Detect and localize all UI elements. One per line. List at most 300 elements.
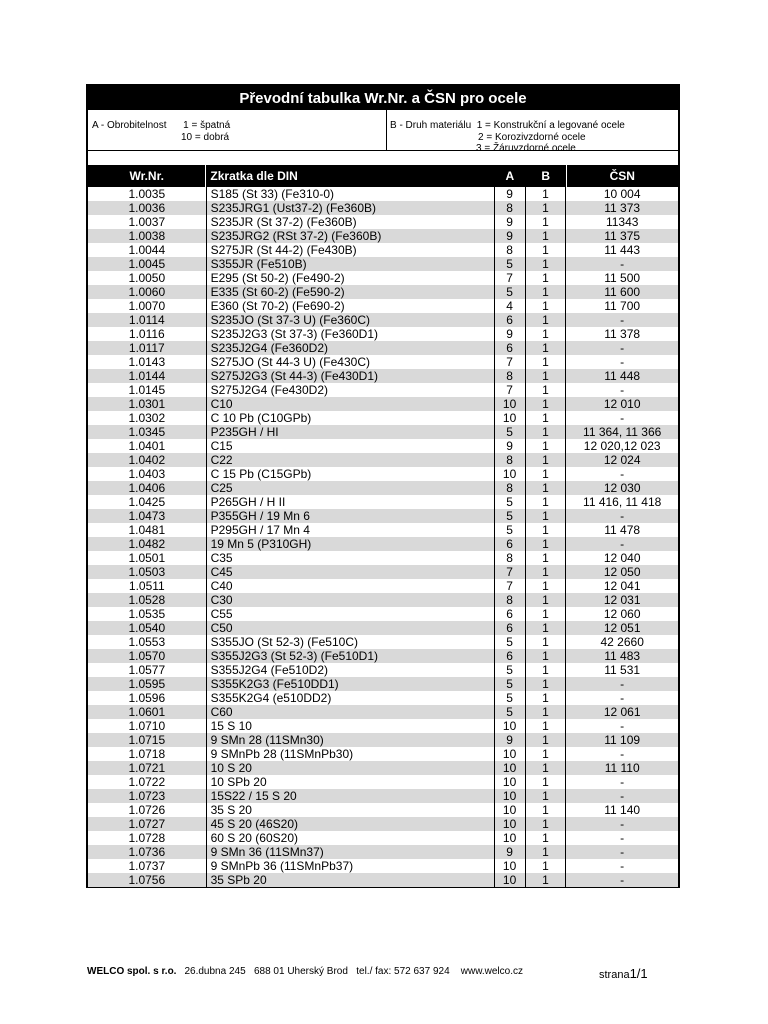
cell-csn: 12 061 xyxy=(603,705,641,719)
cell-csn: - xyxy=(620,383,625,397)
cell-din: S235J2G3 (St 37-3) (Fe360D1) xyxy=(206,327,495,341)
cell-din: 35 S 20 xyxy=(206,803,495,817)
table-row xyxy=(88,369,678,383)
cell-b: 1 xyxy=(526,313,567,327)
table-row xyxy=(88,747,678,761)
cell-din: S275J2G4 (Fe430D2) xyxy=(206,383,495,397)
legend-machinability xyxy=(92,120,386,143)
cell-wrnr: 1.0601 xyxy=(128,705,166,719)
cell-wrnr: 1.0710 xyxy=(128,719,166,733)
cell-din: C45 xyxy=(206,565,495,579)
table-row xyxy=(88,411,678,425)
cell-csn: 11 483 xyxy=(604,649,641,663)
cell-b: 1 xyxy=(526,285,567,299)
cell-a: 5 xyxy=(495,677,526,691)
table-row xyxy=(88,187,678,201)
cell-csn: 11 478 xyxy=(604,523,641,537)
cell-a: 6 xyxy=(495,621,526,635)
cell-a: 10 xyxy=(495,831,526,845)
cell-a: 10 xyxy=(495,775,526,789)
cell-din: S275JO (St 44-3 U) (Fe430C) xyxy=(206,355,495,369)
cell-a: 10 xyxy=(495,803,526,817)
table-row xyxy=(88,761,678,775)
header-din: Zkratka dle DIN xyxy=(205,165,494,187)
cell-wrnr: 1.0302 xyxy=(128,411,166,425)
cell-b: 1 xyxy=(526,649,567,663)
cell-b: 1 xyxy=(526,551,567,565)
cell-wrnr: 1.0728 xyxy=(128,831,166,845)
page-number xyxy=(599,966,648,981)
cell-b: 1 xyxy=(526,719,567,733)
cell-a: 6 xyxy=(495,649,526,663)
cell-a: 10 xyxy=(495,719,526,733)
cell-csn: - xyxy=(620,831,625,845)
cell-a: 5 xyxy=(495,635,526,649)
cell-din: S235JO (St 37-3 U) (Fe360C) xyxy=(206,313,495,327)
cell-din: S235JRG2 (RSt 37-2) (Fe360B) xyxy=(206,229,495,243)
cell-wrnr: 1.0145 xyxy=(128,383,166,397)
cell-csn: 11 140 xyxy=(604,803,641,817)
cell-din: S355J2G3 (St 52-3) (Fe510D1) xyxy=(206,649,495,663)
cell-wrnr: 1.0721 xyxy=(128,761,166,775)
cell-wrnr: 1.0715 xyxy=(128,733,166,747)
table-row xyxy=(88,397,678,411)
cell-csn: - xyxy=(620,859,625,873)
cell-din: C25 xyxy=(206,481,495,495)
legend-material-type xyxy=(386,110,679,154)
cell-a: 9 xyxy=(495,187,526,201)
cell-din: S355JO (St 52-3) (Fe510C) xyxy=(206,635,495,649)
cell-wrnr: 1.0114 xyxy=(128,313,165,327)
legend-b-line-3: 3 = Žáruvzdorné ocele xyxy=(476,143,576,154)
table-row xyxy=(88,593,678,607)
cell-a: 10 xyxy=(495,789,526,803)
cell-a: 10 xyxy=(495,467,526,481)
cell-a: 10 xyxy=(495,397,526,411)
cell-wrnr: 1.0038 xyxy=(128,229,166,243)
cell-din: E360 (St 70-2) (Fe690-2) xyxy=(206,299,495,313)
legend-a-label: A - Obrobitelnost xyxy=(92,120,167,131)
table-row xyxy=(88,775,678,789)
cell-csn: - xyxy=(620,509,625,523)
cell-csn: 12 030 xyxy=(603,481,641,495)
cell-b: 1 xyxy=(526,621,567,635)
page-num: 1/1 xyxy=(629,966,648,981)
cell-csn: 11 375 xyxy=(604,229,641,243)
steel-table xyxy=(88,165,678,887)
cell-din: C35 xyxy=(206,551,495,565)
header-wrnr: Wr.Nr. xyxy=(129,169,164,183)
table-row xyxy=(88,845,678,859)
cell-din: 9 SMnPb 36 (11SMnPb37) xyxy=(206,859,495,873)
table-row xyxy=(88,453,678,467)
cell-wrnr: 1.0595 xyxy=(128,677,166,691)
header-a: A xyxy=(494,165,525,187)
table-row xyxy=(88,859,678,873)
cell-b: 1 xyxy=(526,271,567,285)
cell-csn: 12 060 xyxy=(603,607,641,621)
cell-a: 5 xyxy=(495,495,526,509)
cell-b: 1 xyxy=(526,467,567,481)
cell-wrnr: 1.0737 xyxy=(128,859,166,873)
cell-b: 1 xyxy=(526,579,567,593)
legend-b-line-1: 1 = Konstrukční a legované ocele xyxy=(476,120,625,131)
cell-b: 1 xyxy=(526,691,567,705)
header-b: B xyxy=(525,165,566,187)
cell-wrnr: 1.0045 xyxy=(128,257,166,271)
cell-wrnr: 1.0116 xyxy=(128,327,165,341)
cell-din: C30 xyxy=(206,593,495,607)
cell-din: 9 SMn 28 (11SMn30) xyxy=(206,733,495,747)
cell-csn: - xyxy=(620,691,625,705)
table-row xyxy=(88,691,678,705)
cell-a: 5 xyxy=(495,509,526,523)
cell-a: 5 xyxy=(495,663,526,677)
cell-wrnr: 1.0481 xyxy=(128,523,166,537)
cell-csn: 11 364, 11 366 xyxy=(583,425,662,439)
cell-din: S235JRG1 (Ust37-2) (Fe360B) xyxy=(206,201,495,215)
table-row xyxy=(88,355,678,369)
cell-din: 10 S 20 xyxy=(206,761,495,775)
cell-wrnr: 1.0301 xyxy=(128,397,166,411)
cell-csn: 12 024 xyxy=(603,453,641,467)
table-row xyxy=(88,705,678,719)
cell-b: 1 xyxy=(526,565,567,579)
footer-address: 26.dubna 245 688 01 Uherský Brod tel./ fax: 572 637 924 www.welco.cz xyxy=(184,966,523,977)
table-row xyxy=(88,565,678,579)
cell-din: C10 xyxy=(206,397,495,411)
cell-b: 1 xyxy=(526,257,567,271)
cell-din: 10 SPb 20 xyxy=(206,775,495,789)
cell-b: 1 xyxy=(526,397,567,411)
table-row xyxy=(88,481,678,495)
cell-wrnr: 1.0402 xyxy=(128,453,166,467)
cell-din: S235JR (St 37-2) (Fe360B) xyxy=(206,215,495,229)
page-footer xyxy=(87,966,687,981)
cell-wrnr: 1.0473 xyxy=(128,509,166,523)
table-row xyxy=(88,257,678,271)
cell-csn: - xyxy=(620,817,625,831)
cell-csn: - xyxy=(620,257,625,271)
table-row xyxy=(88,313,678,327)
cell-wrnr: 1.0035 xyxy=(128,187,166,201)
cell-din: 9 SMnPb 28 (11SMnPb30) xyxy=(206,747,495,761)
cell-wrnr: 1.0596 xyxy=(128,691,166,705)
table-body xyxy=(88,187,678,887)
cell-b: 1 xyxy=(526,243,567,257)
cell-b: 1 xyxy=(526,425,567,439)
cell-csn: 11 600 xyxy=(604,285,641,299)
cell-csn: 11 531 xyxy=(604,663,641,677)
cell-din: S275JR (St 44-2) (Fe430B) xyxy=(206,243,495,257)
legend-b-line-2: 2 = Korozivzdorné ocele xyxy=(478,131,586,143)
cell-wrnr: 1.0553 xyxy=(128,635,166,649)
cell-a: 9 xyxy=(495,229,526,243)
table-row xyxy=(88,873,678,887)
table-row xyxy=(88,523,678,537)
cell-csn: 11 378 xyxy=(604,327,641,341)
cell-b: 1 xyxy=(526,789,567,803)
cell-wrnr: 1.0070 xyxy=(128,299,166,313)
cell-a: 6 xyxy=(495,313,526,327)
cell-b: 1 xyxy=(526,593,567,607)
table-row xyxy=(88,789,678,803)
cell-csn: - xyxy=(620,775,625,789)
cell-din: C55 xyxy=(206,607,495,621)
cell-csn: 12 050 xyxy=(603,565,641,579)
cell-din: 19 Mn 5 (P310GH) xyxy=(206,537,495,551)
cell-b: 1 xyxy=(526,215,567,229)
legend-b-label: B - Druh materiálu xyxy=(390,120,472,131)
cell-b: 1 xyxy=(526,733,567,747)
cell-csn: 11 443 xyxy=(604,243,641,257)
cell-wrnr: 1.0722 xyxy=(128,775,166,789)
table-row xyxy=(88,663,678,677)
cell-din: S355K2G4 (e510DD2) xyxy=(206,691,495,705)
cell-b: 1 xyxy=(526,369,567,383)
table-row xyxy=(88,509,678,523)
cell-din: C 15 Pb (C15GPb) xyxy=(206,467,495,481)
cell-b: 1 xyxy=(526,495,567,509)
cell-csn: 12 020,12 023 xyxy=(583,439,661,453)
cell-b: 1 xyxy=(526,201,567,215)
cell-din: S275J2G3 (St 44-3) (Fe430D1) xyxy=(206,369,495,383)
cell-wrnr: 1.0501 xyxy=(128,551,166,565)
page-label: strana xyxy=(599,969,630,981)
cell-wrnr: 1.0403 xyxy=(128,467,166,481)
cell-a: 7 xyxy=(495,355,526,369)
cell-din: S355JR (Fe510B) xyxy=(206,257,495,271)
cell-csn: 11 500 xyxy=(604,271,641,285)
cell-din: C40 xyxy=(206,579,495,593)
table-row xyxy=(88,635,678,649)
cell-din: P295GH / 17 Mn 4 xyxy=(206,523,495,537)
cell-csn: 12 040 xyxy=(603,551,641,565)
cell-b: 1 xyxy=(526,873,567,887)
cell-csn: 10 004 xyxy=(603,187,641,201)
cell-wrnr: 1.0511 xyxy=(128,579,165,593)
cell-csn: - xyxy=(620,341,625,355)
table-row xyxy=(88,341,678,355)
legend-a-line-1: 1 = špatná xyxy=(183,120,231,131)
cell-b: 1 xyxy=(526,327,567,341)
cell-wrnr: 1.0535 xyxy=(128,607,166,621)
cell-wrnr: 1.0345 xyxy=(128,425,166,439)
cell-csn: 11 416, 11 418 xyxy=(583,495,662,509)
cell-a: 5 xyxy=(495,425,526,439)
cell-din: C60 xyxy=(206,705,495,719)
cell-a: 9 xyxy=(495,845,526,859)
cell-csn: - xyxy=(620,411,625,425)
cell-csn: 12 051 xyxy=(603,621,641,635)
cell-b: 1 xyxy=(526,299,567,313)
cell-b: 1 xyxy=(526,229,567,243)
cell-csn: - xyxy=(620,355,625,369)
table-row xyxy=(88,733,678,747)
cell-wrnr: 1.0425 xyxy=(128,495,166,509)
cell-din: C 10 Pb (C10GPb) xyxy=(206,411,495,425)
cell-csn: 12 031 xyxy=(603,593,641,607)
cell-wrnr: 1.0036 xyxy=(128,201,166,215)
cell-din: C50 xyxy=(206,621,495,635)
cell-b: 1 xyxy=(526,607,567,621)
page-title: Převodní tabulka Wr.Nr. a ČSN pro ocele xyxy=(88,86,678,110)
table-row xyxy=(88,621,678,635)
table-row xyxy=(88,537,678,551)
cell-b: 1 xyxy=(526,817,567,831)
cell-a: 6 xyxy=(495,537,526,551)
cell-b: 1 xyxy=(526,481,567,495)
cell-din: C15 xyxy=(206,439,495,453)
cell-wrnr: 1.0726 xyxy=(128,803,166,817)
spacer xyxy=(88,151,678,165)
cell-a: 7 xyxy=(495,383,526,397)
cell-din: S235J2G4 (Fe360D2) xyxy=(206,341,495,355)
cell-a: 6 xyxy=(495,607,526,621)
table-row xyxy=(88,327,678,341)
cell-b: 1 xyxy=(526,775,567,789)
cell-din: E295 (St 50-2) (Fe490-2) xyxy=(206,271,495,285)
cell-a: 5 xyxy=(495,285,526,299)
cell-csn: - xyxy=(620,719,625,733)
cell-din: P265GH / H II xyxy=(206,495,495,509)
cell-csn: 11 110 xyxy=(604,761,640,775)
table-row xyxy=(88,383,678,397)
footer-company: WELCO spol. s r.o. xyxy=(87,966,177,977)
cell-din: P355GH / 19 Mn 6 xyxy=(206,509,495,523)
cell-wrnr: 1.0060 xyxy=(128,285,166,299)
conversion-table-sheet xyxy=(86,84,680,888)
cell-a: 7 xyxy=(495,271,526,285)
cell-b: 1 xyxy=(526,677,567,691)
cell-b: 1 xyxy=(526,831,567,845)
cell-b: 1 xyxy=(526,341,567,355)
table-row xyxy=(88,495,678,509)
cell-csn: 11 373 xyxy=(604,201,641,215)
cell-csn: - xyxy=(620,313,625,327)
cell-a: 9 xyxy=(495,733,526,747)
cell-b: 1 xyxy=(526,439,567,453)
cell-din: P235GH / HI xyxy=(206,425,495,439)
cell-a: 5 xyxy=(495,523,526,537)
cell-din: 15 S 10 xyxy=(206,719,495,733)
cell-b: 1 xyxy=(526,663,567,677)
table-row xyxy=(88,677,678,691)
cell-csn: - xyxy=(620,789,625,803)
header-csn: ČSN xyxy=(566,165,678,187)
table-row xyxy=(88,285,678,299)
cell-wrnr: 1.0528 xyxy=(128,593,166,607)
table-row xyxy=(88,607,678,621)
cell-a: 9 xyxy=(495,439,526,453)
cell-a: 5 xyxy=(495,705,526,719)
cell-a: 8 xyxy=(495,369,526,383)
cell-b: 1 xyxy=(526,747,567,761)
legend-a-line-2: 10 = dobrá xyxy=(181,131,230,143)
cell-csn: 42 2660 xyxy=(600,635,644,649)
cell-wrnr: 1.0736 xyxy=(128,845,166,859)
cell-b: 1 xyxy=(526,523,567,537)
cell-wrnr: 1.0570 xyxy=(128,649,166,663)
table-row xyxy=(88,243,678,257)
cell-csn: - xyxy=(620,845,625,859)
cell-csn: - xyxy=(620,537,625,551)
table-row xyxy=(88,719,678,733)
cell-a: 8 xyxy=(495,201,526,215)
table-row xyxy=(88,229,678,243)
cell-din: 35 SPb 20 xyxy=(206,873,495,887)
cell-csn: 11343 xyxy=(605,215,639,229)
cell-wrnr: 1.0756 xyxy=(128,873,166,887)
table-row xyxy=(88,649,678,663)
cell-b: 1 xyxy=(526,859,567,873)
cell-din: E335 (St 60-2) (Fe590-2) xyxy=(206,285,495,299)
cell-din: 45 S 20 (46S20) xyxy=(206,817,495,831)
cell-a: 9 xyxy=(495,215,526,229)
table-row xyxy=(88,215,678,229)
cell-a: 8 xyxy=(495,481,526,495)
cell-din: 15S22 / 15 S 20 xyxy=(206,789,495,803)
cell-a: 8 xyxy=(495,593,526,607)
cell-b: 1 xyxy=(526,635,567,649)
cell-a: 7 xyxy=(495,579,526,593)
table-row xyxy=(88,467,678,481)
cell-b: 1 xyxy=(526,845,567,859)
cell-b: 1 xyxy=(526,537,567,551)
table-header xyxy=(88,165,678,187)
cell-csn: 11 109 xyxy=(604,733,641,747)
cell-b: 1 xyxy=(526,187,567,201)
cell-wrnr: 1.0577 xyxy=(128,663,166,677)
cell-a: 10 xyxy=(495,747,526,761)
cell-wrnr: 1.0723 xyxy=(128,789,166,803)
cell-wrnr: 1.0143 xyxy=(128,355,166,369)
cell-csn: - xyxy=(620,467,625,481)
cell-b: 1 xyxy=(526,509,567,523)
cell-din: 60 S 20 (60S20) xyxy=(206,831,495,845)
cell-din: S185 (St 33) (Fe310-0) xyxy=(206,187,495,201)
cell-b: 1 xyxy=(526,761,567,775)
table-row xyxy=(88,831,678,845)
table-row xyxy=(88,803,678,817)
cell-wrnr: 1.0503 xyxy=(128,565,166,579)
cell-wrnr: 1.0144 xyxy=(128,369,166,383)
cell-b: 1 xyxy=(526,803,567,817)
cell-din: C22 xyxy=(206,453,495,467)
cell-a: 9 xyxy=(495,327,526,341)
cell-wrnr: 1.0540 xyxy=(128,621,166,635)
cell-csn: 12 010 xyxy=(603,397,641,411)
cell-csn: - xyxy=(620,747,625,761)
table-row xyxy=(88,579,678,593)
cell-wrnr: 1.0401 xyxy=(128,439,166,453)
cell-wrnr: 1.0050 xyxy=(128,271,166,285)
cell-wrnr: 1.0406 xyxy=(128,481,166,495)
cell-a: 8 xyxy=(495,243,526,257)
cell-wrnr: 1.0727 xyxy=(128,817,166,831)
cell-b: 1 xyxy=(526,411,567,425)
cell-wrnr: 1.0718 xyxy=(128,747,166,761)
cell-a: 8 xyxy=(495,453,526,467)
cell-csn: - xyxy=(620,677,625,691)
cell-a: 10 xyxy=(495,817,526,831)
cell-csn: - xyxy=(620,873,625,887)
cell-a: 5 xyxy=(495,691,526,705)
cell-din: S355J2G4 (Fe510D2) xyxy=(206,663,495,677)
cell-a: 10 xyxy=(495,761,526,775)
cell-a: 7 xyxy=(495,565,526,579)
cell-csn: 11 448 xyxy=(604,369,641,383)
